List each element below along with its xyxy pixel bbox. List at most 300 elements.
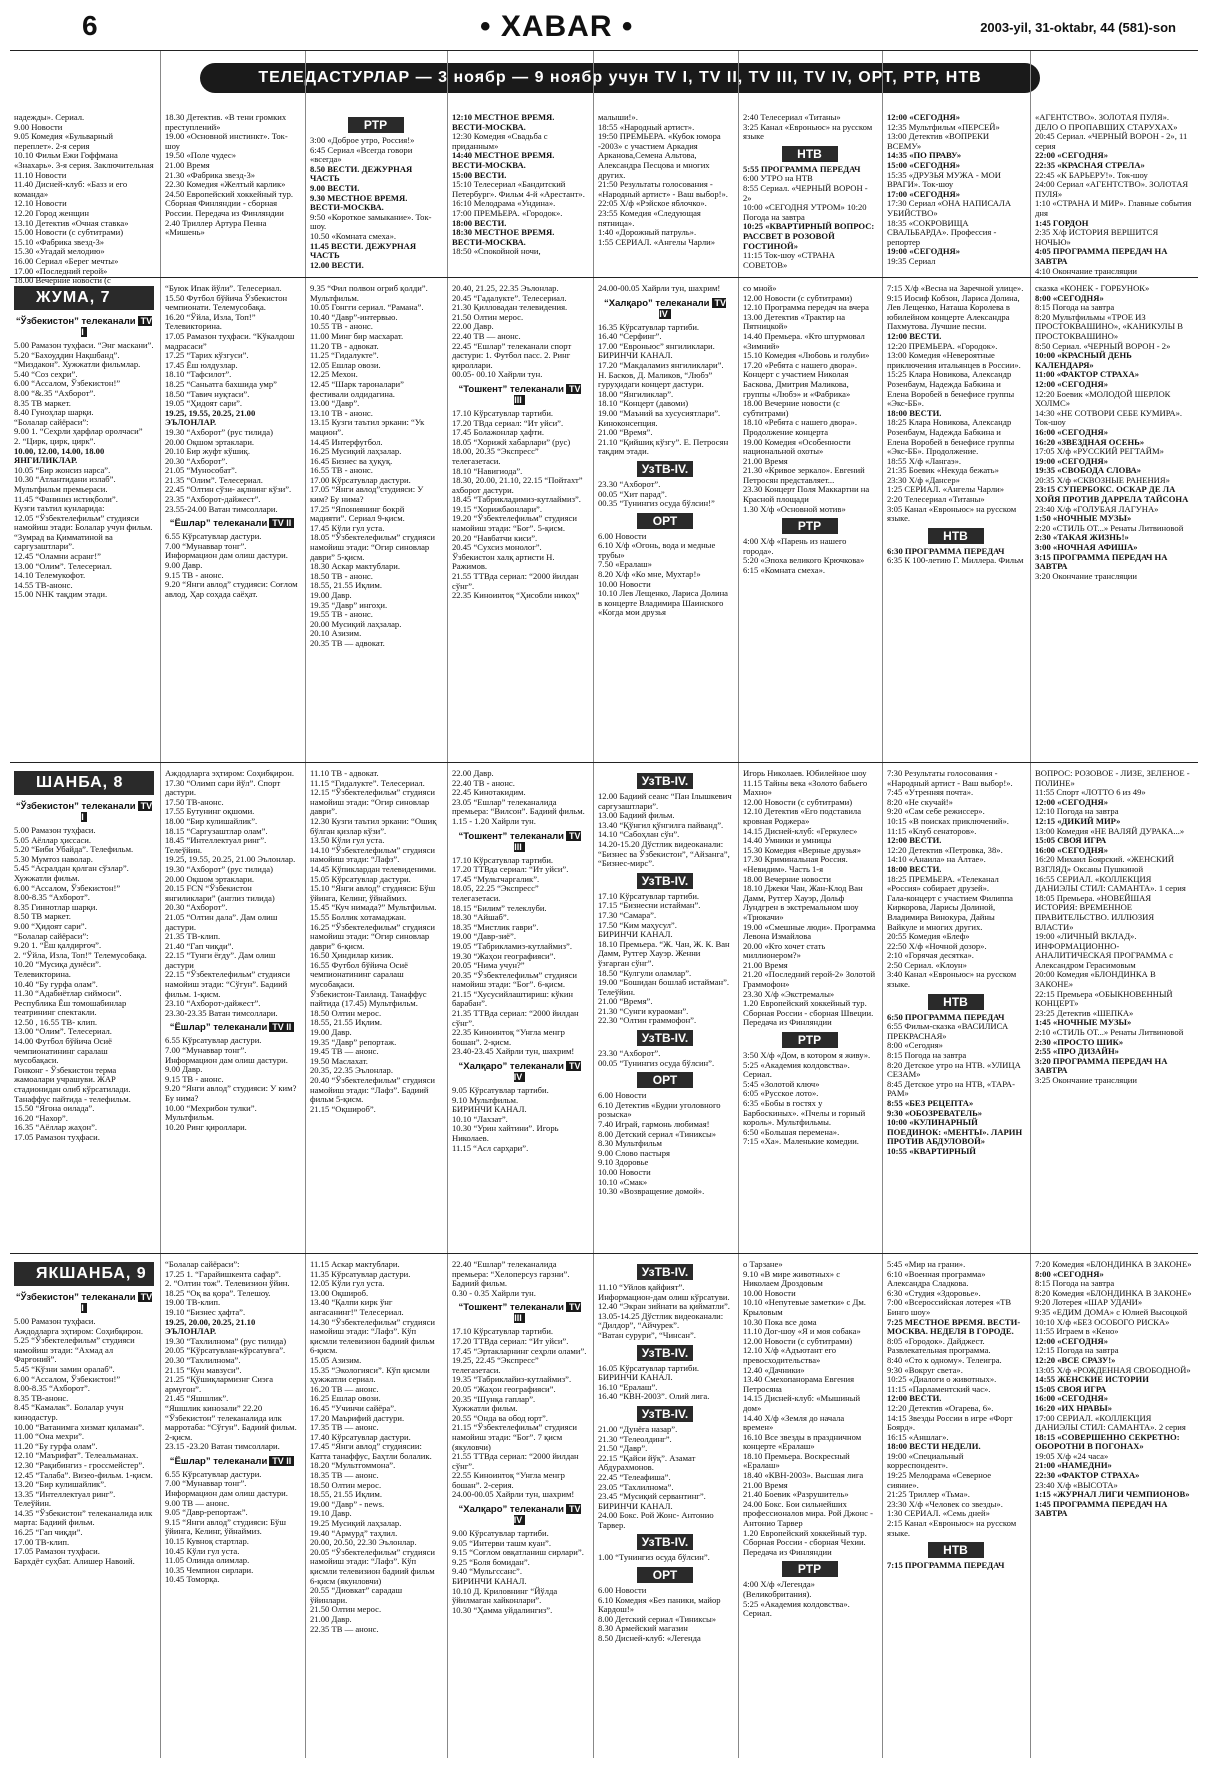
- program-listing: 18:15 «СОВЕРШЕННО СЕКРЕТНО: ОБОРОТНИ В ПОГОНАХ»: [1035, 1431, 1180, 1452]
- program-listing: 16.35 “Аёллар жаҳон”.: [14, 1122, 98, 1133]
- program-listing: 16:15 «Аншлаг».: [887, 1431, 949, 1442]
- program-listing: 15.05 Азизим.: [310, 1354, 362, 1365]
- program-listing: 23.45 “Мусиқий сервантинг”.: [598, 1491, 706, 1502]
- program-listing: 7.40 Играй, гармонь любимая!: [598, 1119, 710, 1130]
- program-listing: 13.35 “Интеллектуал ринг”. Телеўйин.: [14, 1488, 116, 1509]
- program-listing: 1:45 ПРОГРАММА ПЕРЕДАЧ НА ЗАВТРА: [1035, 1498, 1168, 1519]
- program-listing: 17.20 ТТВда сериал: “Ит уйси”.: [452, 864, 569, 875]
- program-listing: 15:00 ВЕСТИ.: [452, 169, 507, 180]
- program-listing: 22.45 “Олтин сўзи- ақлнинг кўзи”.: [165, 484, 292, 495]
- program-listing: 5:45 «Мир на грани».: [887, 1259, 966, 1269]
- schedule-column: [160, 1254, 305, 1758]
- program-listing: 12.45 “Оламни асранг!”: [14, 551, 101, 562]
- band-intro: [10, 51, 1198, 286]
- program-listing: 20.55 “Диовкат” сарадаш ўйинлари.: [310, 1585, 403, 1605]
- program-listing: “Ватан сурури”, “Чинсан”.: [598, 1329, 696, 1340]
- program-listing: Гонконг - Ўзбекистон терма жамоалари учрашуви. ЖАР стадионидан олиб кўрсатилади.: [14, 1064, 131, 1095]
- schedule-column: [593, 1254, 738, 1758]
- program-listing: 6.10 Комедия «Без паники, майор Кардош!»: [598, 1594, 721, 1615]
- program-listing: 17.10 Кўрсатувлар тартиби.: [452, 854, 554, 865]
- channel-badge: TV II: [269, 1022, 294, 1032]
- program-listing: Киноконсепция.: [598, 417, 658, 428]
- program-listing: 19.25, 22.45 “Экспресс” телегазетаси.: [452, 1355, 539, 1375]
- program-listing: 22:30 «ФАКТОР СТРАХА»: [1035, 1470, 1140, 1481]
- program-listing: 17.25 1. “Гарайишкента сафар”.: [165, 1268, 281, 1279]
- program-listing: 20.05 “Ўзбектелефильм” студияси намойиш этади: “Лафз”. Кўп қисмли телевизион бадиий фильм 6-қисм (якунловчи): [310, 1546, 436, 1586]
- program-listing: 24.00-00.05 Хайрли тун, шахрим!: [452, 1489, 575, 1500]
- channel-badge: TV II: [269, 518, 294, 528]
- program-listing: 20.30 “Ахборот”.: [165, 455, 228, 466]
- program-listing: 16.20 “Нахор”.: [14, 1112, 68, 1123]
- program-listing: 7.00 “Мунаввар тонг”.: [165, 1045, 247, 1056]
- program-listing: 10.00 Новости: [598, 1167, 651, 1177]
- program-listing: 12:30 Комедия «Свадьба с приданным»: [452, 131, 548, 151]
- program-listing: 22.15 “Тунги ёғду”. Дам олиш дастури: [165, 950, 276, 970]
- program-listing: 11.40 Дисней-клуб: «Базз и его команда»: [14, 179, 128, 199]
- schedule-column: [447, 763, 593, 1253]
- program-listing: 20:35 Х/ф «СКВОЗНЫЕ РАНЕНИЯ»: [1035, 474, 1170, 485]
- schedule-column: [593, 763, 738, 1253]
- program-listing: 11.15 “Гидалукте”. Телесериал.: [310, 777, 425, 788]
- channel-label: УзТВ-IV.: [637, 873, 693, 889]
- program-listing: 8:15 Погода на завтра: [1035, 1278, 1115, 1289]
- channel-label: УзТВ-IV.: [637, 1406, 693, 1422]
- program-listing: 10.10 Лев Лещенко, Лариса Долина в концерте Владимира Шаинского «Когда мои друзья: [598, 588, 728, 618]
- program-listing: 19.40 “Армурд” таҳлил.: [310, 1527, 398, 1538]
- program-listing: 5:25 «Академия колдовства». Сериал.: [743, 1598, 850, 1619]
- program-listing: 10.55 ТВ - анонс.: [310, 321, 373, 332]
- program-listing: 16:00 «СЕГОДНЯ»: [1035, 1393, 1109, 1404]
- channel-badge: TV IV: [659, 297, 727, 319]
- program-listing: 10.30 “Ҳамма уйдалингиз”.: [452, 1604, 553, 1615]
- program-listing: 10.30 “Урин хайтини”. Игорь Николаев.: [452, 1123, 559, 1143]
- program-listing: 24:00 Сериал «АГЕНТСТВО». ЗОЛОТАЯ ПУЛЯ»: [1035, 179, 1189, 199]
- program-listing: 11:55 Спорт «ЛОТТО 6 из 49»: [1035, 787, 1146, 798]
- program-listing: 7.50 «Ералаш»: [598, 559, 652, 570]
- program-listing: 16:55 СЕРИАЛ. «КОЛЛЕКЦИЯ ДАНИЭЛЫ СТИЛ: САМАНТА». 1 серия: [1035, 873, 1186, 894]
- program-listing: 14:35 «ПО ПРАВУ»: [887, 150, 962, 161]
- program-listing: 12.10 Новости: [14, 198, 67, 209]
- program-listing: 21.45 “Яшшлик”.: [165, 1393, 229, 1404]
- schedule-column: [1030, 763, 1198, 1253]
- channel-label: УзТВ-IV.: [637, 773, 693, 789]
- program-listing: 11.00 “Она мехри”.: [14, 1431, 85, 1442]
- program-listing: 12.25 Мехон.: [310, 369, 358, 380]
- program-listing: 11.10 “Уйлов қайфият”. Информацион-дам олиш кўрсатуви.: [598, 1282, 730, 1302]
- channel-logo: “Ўзбекистон” телеканали TV I: [15, 316, 153, 337]
- program-listing: 13:00 Детектив «ВОПРЕКИ ВСЕМУ»: [887, 131, 990, 151]
- channel-logo: “Халқаро” телеканали TV IV: [458, 1504, 581, 1526]
- program-listing: 12:15 «ДИКИЙ МИР»: [1035, 815, 1121, 826]
- program-listing: 10.20 “Мусиқа дунёси”. Телевикторина.: [14, 959, 102, 979]
- program-listing: 9.20 “Янги авлод” студияси: Соғлом авлод, Ҳар соҳада саёҳат.: [165, 579, 298, 599]
- band-friday: [10, 275, 1198, 763]
- program-listing: 13.40 “Қўнгил қўнгилга пайванд”.: [598, 819, 724, 830]
- program-listing: 5.20 “Биби Убайда”. Телефильм.: [14, 844, 134, 855]
- program-listing: БИРИНЧИ КАНАЛ.: [598, 350, 673, 361]
- program-listing: 10.45 Томорқа.: [165, 1574, 220, 1585]
- program-listing: 17.05 “Янги авлод”студияси: У ким? Бу нима?: [310, 484, 424, 505]
- channel-logo: “Ёшлар” телеканали TV II: [165, 518, 299, 529]
- program-listing: 21.50 Олтин мерос.: [452, 311, 524, 322]
- program-listing: 12.05 Кўли гул уста.: [310, 1278, 385, 1289]
- program-listing: 6:30 «Студия «Здоровье».: [887, 1287, 981, 1298]
- program-listing: 15.05 Кўрсатувлар дастури.: [310, 873, 411, 884]
- program-listing: 5.40 “Соз сеҳри”.: [14, 368, 78, 379]
- program-listing: 15.35 “Экологияси”. Кўп қисмли ҳужжатли сериал.: [310, 1364, 430, 1385]
- schedule-column: [447, 51, 593, 277]
- day-heading: ЯКШАНБА, 9: [14, 1262, 154, 1286]
- program-listing: 20.00 Оқшом эртаклари.: [165, 873, 255, 884]
- program-listing: 16:20 Михаил Боярский. «ЖЕНСКИЙ ВЗГЛЯД» Оксаны Пушкиной: [1035, 854, 1175, 874]
- program-listing: 18.50 ТВ - анонс.: [310, 570, 373, 581]
- program-listing: 8:00 «СЕГОДНЯ»: [1035, 292, 1104, 303]
- program-listing: 20:45 Сериал. «ЧЕРНЫЙ ВОРОН - 2», 11 серия: [1035, 131, 1188, 151]
- program-listing: 5:45 «Золотой ключ»: [743, 1078, 820, 1089]
- program-listing: 22.15 “Қайси йўқ”. Азамат Абдурахмонов.: [598, 1452, 696, 1473]
- program-listing: 3:50 Х/ф «Дом, в котором я живу».: [743, 1050, 871, 1061]
- program-listing: 2.40 Триллер Артура Пенна «Мишень»: [165, 217, 267, 238]
- program-listing: 6:45 Сериал «Всегда говори «всегда»: [310, 144, 413, 165]
- program-listing: Гала-концерт с участием Филиппа Киркорова, Ларисы Долиной, Владимира Винокура, Дайны Вайкуле и многих других.: [887, 892, 1013, 932]
- program-listing: 17.00 Кўрсатувлар дастури.: [310, 474, 411, 485]
- program-listing: 8.35 Гиннотлар шарқи.: [14, 901, 98, 912]
- program-listing: 5.45 “Кўзни замин оралаб”.: [14, 1363, 115, 1374]
- program-listing: 20.00, 20.50, 22.30 Эълонлар.: [310, 1537, 417, 1548]
- program-listing: 19.50 «Поле чудес»: [165, 150, 237, 161]
- program-listing: 12:00 «СЕГОДНЯ»: [1035, 1335, 1109, 1346]
- program-listing: 10.10 Д. Криловнинг “Йўлда ўйилмаган хайконлари”.: [452, 1585, 558, 1606]
- program-listing: 15.10 “Янги авлод” студияси: Бўш ўйинга, Келинг, ўйнаймиз.: [310, 883, 436, 903]
- program-listing: 10:25 «Диалоги о животных».: [887, 1374, 997, 1385]
- program-listing: 23.05 “Тахлилнома”.: [598, 1481, 674, 1492]
- program-listing: 7:15 «Ха». Маленькие комедии.: [743, 1136, 859, 1147]
- band-sunday: [10, 1254, 1198, 1758]
- program-listing: 5.25 “Ўзбектелефильм” студияси намойиш этади: “Ахмад ал Фарғоний”.: [14, 1335, 135, 1365]
- program-listing: 10.30 «Возвращение домой».: [598, 1186, 705, 1197]
- program-listing: 5.30 Мумтоз наволар.: [14, 853, 93, 864]
- program-listing: 8:00 «Сегодня»: [887, 1040, 943, 1051]
- program-listing: 10.00 “Мехрибон тулки”. Мультфильм.: [165, 1102, 257, 1123]
- program-listing: 9.00 Давр.: [165, 560, 203, 571]
- program-listing: 14.10 Телемукофот.: [14, 570, 86, 581]
- program-listing: БИРИНЧИ КАНАЛ.: [598, 929, 673, 940]
- program-listing: 11.15 Тайны века «Золото бабьего Махно»: [743, 777, 868, 798]
- program-listing: 20.05 “Кўрсатувлан-кўрсатувга”.: [165, 1345, 286, 1356]
- program-listing: 20.20 “Навбатчи киси”.: [452, 532, 538, 543]
- channel-logo: “Ўзбекистон” телеканали TV I: [15, 801, 153, 822]
- channel-badge: TV II: [269, 1456, 294, 1466]
- program-listing: 8.00-8.35 “Ахборот”.: [14, 1383, 90, 1394]
- program-listing: 12:20 ПРЕМЬЕРА. «Городок».: [887, 340, 998, 351]
- program-listing: 7:30 Результаты голосования - «Народный артист - Ваш выбор!».: [887, 768, 1013, 788]
- program-listing: 19.10 Давр.: [310, 1508, 352, 1519]
- program-listing: 23:30 Х/ф «Человек со звезды».: [887, 1498, 1003, 1509]
- schedule-column: [738, 278, 882, 762]
- channel-label: УзТВ-IV.: [637, 1030, 693, 1046]
- program-listing: 22.45 “Телеафиша”.: [598, 1471, 671, 1482]
- program-listing: 6:05 «Русское лото».: [743, 1088, 819, 1099]
- program-listing: 17.05 Рамазон туҳфаси.: [14, 1132, 100, 1142]
- program-listing: 14:15 Звезды России в игре «Форт Боярд».: [887, 1412, 1013, 1433]
- program-listing: 21.15 “Хусусийлаштириш: кўкин барабан”.: [452, 988, 574, 1009]
- program-listing: 9.00 “Ҳидоят сари”.: [14, 920, 87, 931]
- program-listing: 12.30 “Рақибингиз - гроссмейстер”.: [14, 1459, 145, 1470]
- program-listing: Аждодларга эҳтиром: Соҳибқирон.: [14, 1325, 143, 1336]
- program-listing: 2:55 «ПРО ДИЗАЙН»: [1035, 1046, 1119, 1057]
- program-listing: 21.35 ТТВда сериал: “2000 йилдан сўнг”.: [452, 1008, 579, 1028]
- program-listing: 11.15 “Асл сарҳари”.: [452, 1142, 529, 1153]
- program-listing: 8:50 Сериал. «ЧЕРНЫЙ ВОРОН - 2»: [1035, 340, 1171, 351]
- program-listing: 17.00 ТВ-клип.: [14, 1536, 70, 1547]
- program-listing: 19.05 “Ҳидоят сари”.: [165, 398, 243, 409]
- program-listing: 9:35 «ЕДИМ ДОМА» с Юлией Высоцкой: [1035, 1306, 1188, 1317]
- program-listing: 9.10 Мультфильм.: [452, 1094, 519, 1105]
- program-listing: 21.15 “Оқшироб”.: [310, 1103, 376, 1114]
- program-listing: 14.55 ТВ-анонс.: [14, 579, 73, 590]
- program-listing: 20.35 ТВ — адвокат.: [310, 637, 385, 648]
- program-listing: 17.45 “Эртакларнинг сеҳрли олами”.: [452, 1345, 587, 1356]
- program-listing: 19.00 “Давр” - news.: [310, 1498, 385, 1509]
- program-listing: Информацион дам олиш дастури.: [165, 550, 288, 561]
- program-listing: 10:10 Х/ф «БЕЗ ОСОБОГО РИСКА»: [1035, 1316, 1170, 1327]
- program-listing: 20.10 Бир жуфт кўшиқ.: [165, 446, 250, 457]
- program-listing: 19.25 Мусиқий лаҳзалар.: [310, 1518, 402, 1529]
- program-listing: 1:50 «НОЧНЫЕ МУЗЫ»: [1035, 513, 1132, 524]
- program-listing: 18.35 ТВ — анонс.: [310, 1470, 379, 1481]
- newspaper-title: • XABAR •: [480, 10, 634, 43]
- program-listing: 14.45 Кўпиклардан телевиденими.: [310, 863, 437, 874]
- program-listing: БИРИНЧИ КАНАЛ.: [452, 1576, 527, 1587]
- program-listing: 22.40 ТВ — анонс.: [452, 330, 521, 341]
- program-listing: 16:00 «СЕГОДНЯ»: [1035, 426, 1109, 437]
- schedule-column: [305, 278, 447, 762]
- program-listing: 14:55 ЖЕНСКИЕ ИСТОРИИ: [1035, 1374, 1149, 1385]
- program-listing: 21.40 “Гап чиқди”.: [165, 940, 234, 951]
- program-listing: 14.10 “Сабоҳлан сўн”.: [598, 829, 680, 840]
- program-listing: 15:00 «СЕГОДНЯ»: [887, 159, 961, 170]
- program-listing: 13.00 Бадиий фильм.: [598, 810, 675, 821]
- program-listing: 18.30, 20.00, 21.10, 22.15 “Пойтахт” ахборот дастури.: [452, 475, 583, 495]
- program-listing: 6:10 «Военная программа» Александра Сладкова.: [887, 1268, 986, 1289]
- program-listing: 17:00 «СЕГОДНЯ»: [887, 188, 961, 199]
- program-listing: 18.10 «Ребята с нашего двора». Продолжение концерта: [743, 417, 857, 437]
- program-listing: 12:10 МЕСТНОЕ ВРЕМЯ. ВЕСТИ-МОСКВА.: [452, 112, 555, 132]
- program-listing: 12:20 «ВСЕ СРАЗУ!»: [1035, 1354, 1116, 1365]
- channel-logo: “Ёшлар” телеканали TV II: [165, 1456, 299, 1467]
- program-listing: 6.00 “Ассалом, Ўзбекистон!”: [14, 378, 121, 389]
- schedule-column: [447, 1254, 593, 1758]
- schedule-column: [10, 51, 160, 286]
- channel-badge: TV IV: [513, 1061, 581, 1083]
- program-listing: 18.00 Вечерние новости: [743, 873, 831, 884]
- program-listing: 18:25 ПРЕМЬЕРА. «Телеканал «Россия» собирает друзей».: [887, 873, 999, 894]
- program-listing: 12:00 «СЕГОДНЯ»: [1035, 378, 1109, 389]
- program-listing: 00.05- 00.10 Хайрли тун.: [452, 369, 543, 380]
- program-listing: 18.00 Вечерние новости (с: [14, 275, 111, 286]
- program-listing: 10.10 Фильм Ежи Гоффмана «Знахарь». 3-я серия. Заключительная: [14, 150, 154, 170]
- program-listing: 14.00 Футбол бўйича Осиё чемпионатининг саралаш мусобақаси.: [14, 1036, 112, 1066]
- program-listing: 16:00 «СЕГОДНЯ»: [1035, 844, 1109, 855]
- masthead: [10, 6, 1198, 51]
- program-listing: 12:15 Погода на завтра: [1035, 1345, 1119, 1356]
- program-listing: 17:05 Х/ф «РУССКИЙ РЕГТАЙМ»: [1035, 446, 1164, 457]
- program-listing: 8.50 ТВ маркет.: [14, 911, 71, 922]
- program-listing: 2:50 Сериал. «Клоун»: [887, 959, 967, 970]
- program-listing: 17.10 Кўрсатувлар тартиби.: [598, 890, 700, 901]
- program-listing: 12:10 Погода на завтра: [1035, 806, 1119, 817]
- program-listing: 17.20 “Макдаламиз янгиликлари”. Н. Басков, Д. Маликов, “Любэ” гуруҳидаги концерт дастури.: [598, 359, 724, 390]
- program-listing: 22.40 “Ешлар” телеканалида премьера: “Хелоперсуз гарзни”. Бадиий фильм.: [452, 1259, 570, 1289]
- program-listing: 23.05 “Ешлар” телеканалида премьера: “Вилсон”. Бадиий фильм.: [452, 796, 585, 817]
- program-listing: 15:05 СВОЯ ИГРА: [1035, 835, 1107, 846]
- program-listing: 17.00 “Евроньюс” янгиликлари.: [598, 340, 715, 351]
- program-listing: 1.20 Европейский хоккейный тур. Сборная России - сборная Швеции. Передача из Финляндии: [743, 998, 874, 1028]
- program-listing: 10.00 Новости: [598, 578, 651, 589]
- program-listing: 20:00 Комедия «БЛОНДИНКА В ЗАКОНЕ»: [1035, 969, 1156, 990]
- program-listing: 4:10 Окончание трансляции: [1035, 265, 1137, 276]
- program-listing: 9.10 «В мире животных» с Николаем Дроздовым: [743, 1268, 841, 1289]
- channel-logo: “Ёшлар” телеканали TV II: [165, 1022, 299, 1033]
- program-listing: 18.10 “Концерт (давоми): [598, 398, 689, 409]
- program-listing: 14.40 Умники и умницы: [743, 835, 832, 846]
- program-listing: 8.30 Мультфильм: [598, 1138, 662, 1149]
- program-listing: 21.00 Давр.: [310, 1613, 352, 1624]
- program-listing: 16.20 ТВ — анонс.: [310, 1383, 379, 1394]
- program-listing: 8:15 Погода на завтра: [887, 1050, 967, 1061]
- channel-label: НТВ: [928, 994, 984, 1010]
- program-listing: 20.15 FCN “Ўзбекистон янгиликлари” (англиз тилида): [165, 883, 275, 903]
- program-listing: 3:00 «НОЧНАЯ АФИША»: [1035, 542, 1138, 553]
- program-listing: 17.25 “Тарих кўзгуси”.: [165, 350, 249, 361]
- program-listing: 19.45 ТВ — анонс.: [310, 1046, 379, 1057]
- program-listing: 8:55 «БЕЗ РЕЦЕПТА»: [887, 1098, 974, 1108]
- program-listing: 18.20 “Мультгоммона”.: [310, 1460, 396, 1471]
- program-listing: 15:25 Клара Новикова, Александр Розенбаум, Надежда Бабкина и Елена Воробей в бенефисе группы «Экс-ББ».: [887, 369, 1015, 409]
- program-listing: 1:45 «НОЧНЫЕ МУЗЫ»: [1035, 1017, 1132, 1028]
- program-listing: 10.40 “Давр”-интервью.: [310, 311, 398, 322]
- program-listing: “Яшшлик кинозали” 22.20 “Ўзбекистон” телеканалида илк марротаба: “Сўгун”. Бадиий фильм. 2-қисм.: [165, 1402, 297, 1442]
- program-listing: 8.00-8.35 “Ахборот”.: [14, 892, 90, 903]
- program-listing: 17.10 Кўрсатувлар тартиби.: [452, 407, 554, 418]
- program-listing: 17.25 “Япониянинг бокрй мадияти”. Сериал 9-қисм.: [310, 503, 405, 524]
- program-listing: 18.25 “Оқ ва қора”. Телешоу.: [165, 1287, 271, 1298]
- program-listing: 9.00 ВЕСТИ.: [310, 182, 360, 193]
- program-listing: Ўзбекистон-Таиланд. Танаффус пайтида (17.45) Мультфильм.: [310, 988, 427, 1009]
- program-listing: 17.40 Кўрсатувлар дастури.: [310, 1431, 411, 1442]
- program-listing: 15.30 «Угадай мелодию»: [14, 246, 105, 257]
- schedule-column: [882, 278, 1030, 762]
- program-listing: 24.00-00.05 Хайрли тун, шахрим!: [598, 283, 721, 293]
- program-listing: 8.00 Детский сериал «Тиниксы»: [598, 1613, 717, 1624]
- program-listing: 17.30 “Самара”.: [598, 909, 657, 920]
- program-listing: 6.10 Детектив «Будни уголовного розыска»: [598, 1099, 721, 1120]
- program-listing: 8:20 Мультфильмы «ТРОЕ ИЗ ПРОСТОКВАШИНО», «КАНИКУЛЫ В ПРОСТОКВАШИНО»: [1035, 311, 1184, 341]
- program-listing: 10:00 «СЕГОДНЯ УТРОМ» 10:20 Погода на завтра: [743, 202, 867, 222]
- program-listing: 10.20 Ринг қироллари.: [165, 1121, 247, 1132]
- program-listing: 10:00 «КРАСНЫЙ ДЕНЬ КАЛЕНДАРЯ»: [1035, 350, 1132, 370]
- program-listing: 11.20 ТВ - адвокат.: [310, 340, 379, 351]
- program-listing: “Болалар сайёраси”:: [14, 416, 89, 427]
- program-listing: 8:20 Детское утро на НТВ. «УЛИЦА СЕЗАМ»: [887, 1059, 1021, 1080]
- program-listing: 18.15 “Саргузаштлар олам”.: [165, 825, 268, 836]
- program-listing: 20:55 Комедия «Блеф»: [887, 931, 970, 942]
- program-listing: 20.05 “Нима учун?”: [452, 960, 525, 971]
- schedule-column: [882, 1254, 1030, 1758]
- program-listing: 18.10 Премьера. Воскресный «Ералаш»: [743, 1450, 850, 1471]
- program-listing: 17.20 ТТВда сериал: “Ит уйси”.: [452, 1335, 569, 1346]
- channel-label: РТР: [348, 117, 404, 133]
- program-listing: 12:00 ВЕСТИ.: [887, 835, 942, 846]
- program-listing: 14.15 Дисней-клуб: «Геркулес»: [743, 825, 858, 836]
- program-listing: 7:45 «Утренняя почта».: [887, 787, 974, 798]
- program-listing: 14.20-15.20 Дўстлик видеоканали: “Бизнес ва Ўзбекистон”, “Айзанга”, “Бизнес-мирс”.: [598, 838, 730, 869]
- program-listing: 12:00 «СЕГОДНЯ»: [1035, 796, 1109, 807]
- program-listing: Ўзбекистон халқ артисти Н. Ражимов.: [452, 551, 555, 572]
- program-listing: 23.15 -23.20 Ватан тимсоллари.: [165, 1441, 280, 1452]
- program-listing: 11.35 Кўрсатувлар дастури.: [310, 1268, 411, 1279]
- program-listing: 8:55 Сериал. «ЧЕРНЫЙ ВОРОН - 2»: [743, 182, 868, 203]
- program-listing: 8.00 “&.35 “Ахборот”.: [14, 387, 96, 398]
- program-listing: 9.00 Кўрсатувлар тартиби.: [452, 1528, 549, 1539]
- program-listing: 16.05 Кўрсатувлар тартиби.: [598, 1362, 700, 1373]
- program-listing: 20.10 Азизим.: [310, 628, 362, 639]
- schedule-column: [738, 1254, 882, 1758]
- program-listing: 18:25 Клара Новикова, Александр Розенбаум, Надежда Бабкина и Елена Воробей в бенефисе группы «Экс-ББ». Продолжение.: [887, 417, 1015, 457]
- program-listing: 16.45 “Учинчи сайёра”.: [310, 1402, 397, 1413]
- schedule-column: [160, 278, 305, 762]
- program-listing: 18.10 Премьера. “Ж. Чан, Ж. К. Ван Дамм, Рутгер Хауэр. Женни ўзгарган сўнг”.: [598, 938, 730, 968]
- program-listing: 1:10 «СТРАНА И МИР». Главные события дня: [1035, 198, 1192, 218]
- program-listing: 13.00 Детектив «Трактир на Пятницкой»: [743, 311, 846, 332]
- program-listing: 11.45 “Фаниниз истиқболи”.: [14, 493, 118, 504]
- channel-label: УзТВ-IV.: [637, 1345, 693, 1361]
- program-listing: 6.00 Новости: [598, 530, 647, 541]
- program-listing: 11.05 Олинда олимлар.: [165, 1555, 250, 1566]
- program-listing: 18.00 “Бир кулишайлик”.: [165, 815, 258, 826]
- program-listing: 23.30 Х/ф «Экстремалы»: [743, 988, 835, 999]
- program-listing: 7:15 Х/ф «Весна на Заречной улице».: [887, 283, 1024, 293]
- program-listing: 00.05 “Тунингиз осуда бўлсин”.: [598, 1057, 715, 1068]
- program-listing: 19.00 ТВ-клип.: [165, 1297, 221, 1308]
- program-listing: 6:30 ПРОГРАММА ПЕРЕДАЧ: [887, 545, 1005, 556]
- program-listing: 22.35 Киноинтоқ “Ҳисобли никоҳ”: [452, 590, 580, 601]
- program-listing: 22.30 “Олтин граммофон”.: [598, 1015, 697, 1026]
- channel-label: РТР: [782, 1561, 838, 1577]
- program-listing: 21:35 Боевик «Некуда бежать»: [887, 465, 999, 476]
- program-listing: 1.30 Х/ф «Основной мотив»: [743, 503, 846, 514]
- program-listing: 0.30 - 0.35 Хайрли тун.: [452, 1287, 536, 1298]
- program-listing: Хужжатли фильм.: [452, 1403, 518, 1414]
- program-listing: 18:00 ВЕСТИ.: [887, 863, 942, 874]
- program-listing: 17.10 Кўрсатувлар тартиби.: [452, 1326, 554, 1337]
- program-listing: 16.40 “КВН-2003”. Олий лига.: [598, 1391, 710, 1402]
- program-listing: 21.55 ТТВда сериал: “2000 йилдан сўнг”.: [452, 1451, 579, 1471]
- program-listing: 20.45 “Гадалукте”. Телесериал.: [452, 292, 567, 303]
- program-listing: Республика Ёш томошабинлар театрининг спектакли.: [14, 997, 127, 1018]
- program-listing: 3:05 Канал «Евроньюс» на русском языке.: [887, 503, 1017, 524]
- program-listing: 15:35 «ДРУЗЬЯ МУЖА - МОИ ВРАГИ». Ток-шоу: [887, 169, 1001, 190]
- program-listing: 1:30 СЕРИАЛ. «Семь дней»: [887, 1508, 990, 1519]
- program-listing: БИРИНЧИ КАНАЛ.: [598, 1372, 673, 1383]
- program-listing: 7:25 МЕСТНОЕ ВРЕМЯ. ВЕСТИ-МОСКВА. НЕДЕЛЯ В ГОРОДЕ.: [887, 1316, 1021, 1337]
- program-listing: 13.50 Кўли гул уста.: [310, 835, 385, 846]
- program-listing: «АГЕНТСТВО». ЗОЛОТАЯ ПУЛЯ». ДЕЛО О ПРОПАВШИХ СТАРУХАХ»: [1035, 112, 1178, 132]
- program-listing: 13.00 Оқшироб.: [310, 1287, 369, 1298]
- program-listing: 8.45 “Камалак”. Болалар учун кинодастур.: [14, 1402, 124, 1422]
- program-listing: 7.00 “Мунаввар тонг”.: [165, 540, 247, 551]
- program-listing: 5.20 “Бахоуддин Нақшбанд”. “Миздакон”. Хужжатли фильмлар.: [14, 349, 141, 370]
